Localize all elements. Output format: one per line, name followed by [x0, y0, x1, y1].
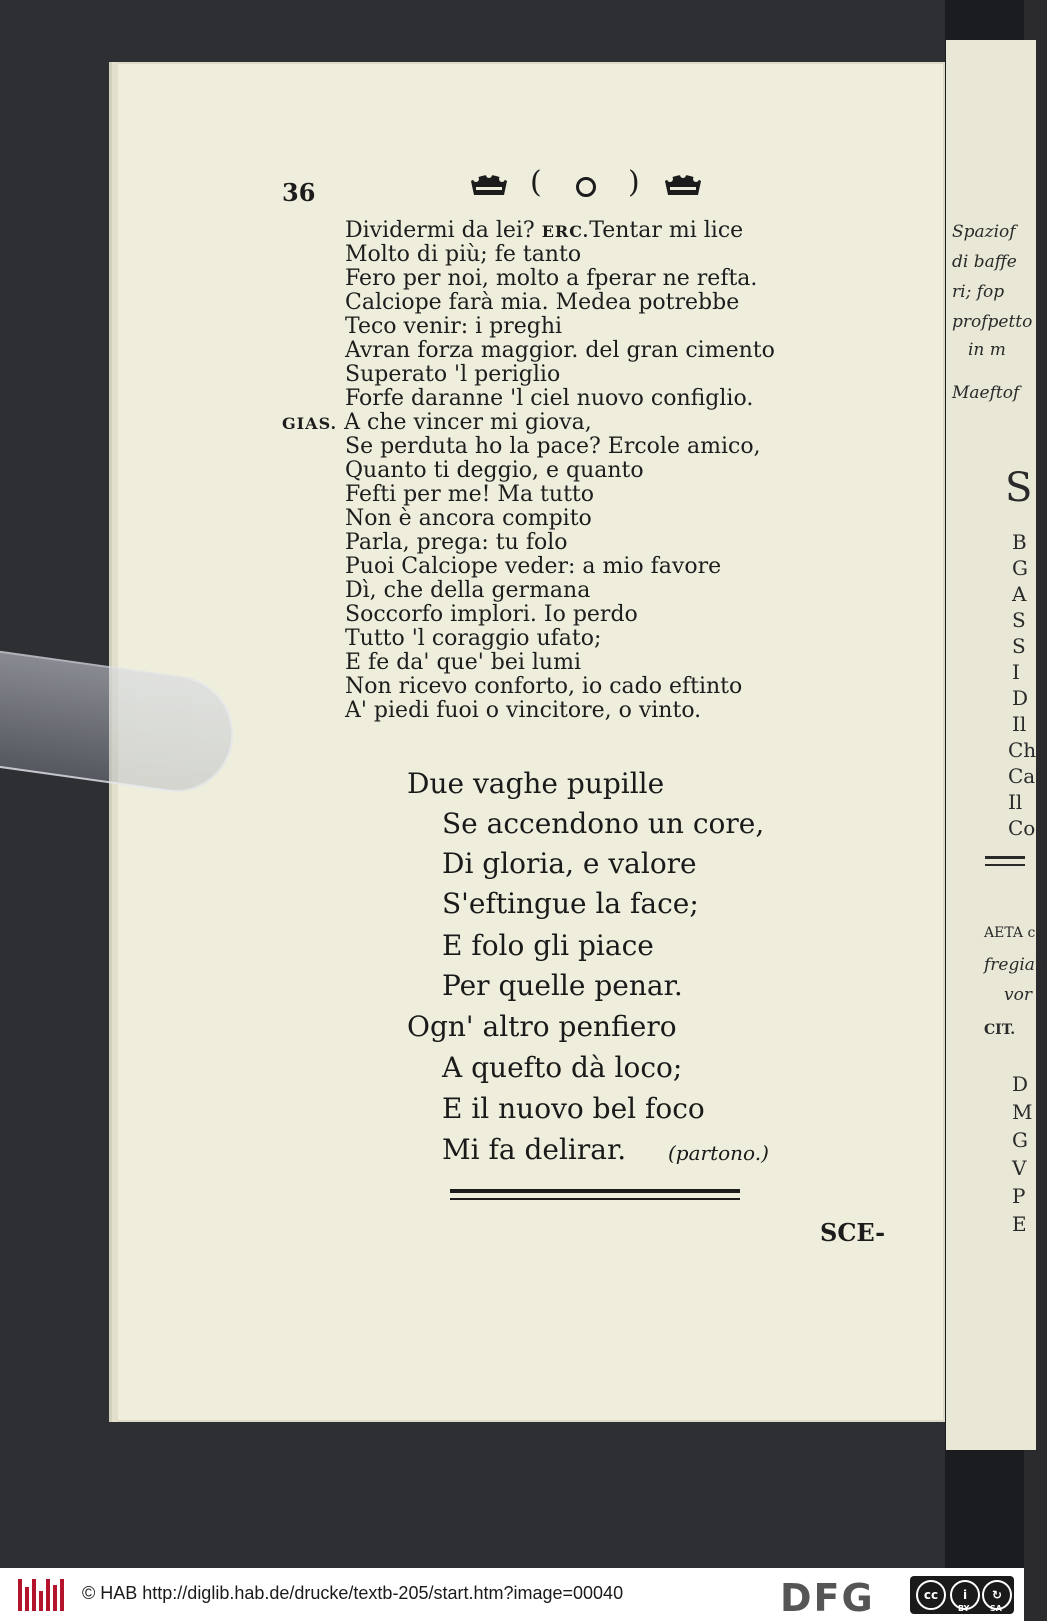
- right-page-fragment: Ch: [1008, 738, 1037, 762]
- right-page-fragment: AETA co: [984, 925, 1044, 941]
- right-page-fragment: A: [1012, 582, 1027, 606]
- verse-line: Avran forza maggior. del gran cimento: [345, 338, 775, 363]
- aria-line: E folo gli piace: [442, 929, 654, 962]
- hab-logo-icon: [18, 1579, 66, 1611]
- verse-line: Molto di più; fe tanto: [345, 242, 582, 267]
- verse-line: Teco venir: i preghi: [345, 314, 563, 339]
- aria-line: A quefto dà loco;: [442, 1051, 683, 1084]
- catchword: SCE-: [820, 1218, 886, 1247]
- right-page-fragment: P: [1012, 1184, 1026, 1208]
- verse-line: Calciope farà mia. Medea potrebbe: [345, 290, 740, 315]
- by-label: BY: [958, 1604, 970, 1613]
- right-page-fragment: D: [1012, 1072, 1029, 1096]
- header-right-paren: ): [628, 165, 640, 200]
- right-page-fragment: in m: [968, 340, 1006, 360]
- sa-icon: ↻: [982, 1580, 1012, 1610]
- verse-line: Forfe daranne 'l ciel nuovo configlio.: [345, 386, 754, 411]
- right-page-fragment: Ca: [1008, 764, 1036, 788]
- aria-line: E il nuovo bel foco: [442, 1092, 705, 1125]
- speaker-label: ERC.: [541, 222, 590, 241]
- crown-ornament-icon: [662, 169, 704, 199]
- verse-line: Puoi Calciope veder: a mio favore: [345, 554, 722, 579]
- right-page-rule: [985, 856, 1025, 859]
- right-page-fragment: Maeftof: [952, 383, 1020, 403]
- aria-line: Se accendono un core,: [442, 807, 765, 840]
- stage-direction: (partono.): [668, 1141, 769, 1165]
- aria-line: Per quelle penar.: [442, 969, 683, 1002]
- verse-line: Non ricevo conforto, io cado eftinto: [345, 674, 743, 699]
- right-page-fragment: fregiati: [984, 955, 1047, 975]
- verse-line: Fero per noi, molto a fperar ne refta.: [345, 266, 758, 291]
- verse-line: E fe da' que' bei lumi: [345, 650, 581, 675]
- aria-line: Ogn' altro penfiero: [407, 1010, 677, 1043]
- cc-license-badge[interactable]: [910, 1576, 1014, 1614]
- verse-line: Superato 'l periglio: [345, 362, 561, 387]
- right-page-fragment: CIT.: [984, 1022, 1016, 1038]
- right-page-fragment: Il: [1008, 790, 1023, 814]
- right-page-fragment: V: [1012, 1156, 1027, 1180]
- header-center-ornament: [576, 177, 596, 197]
- right-page-fragment: G: [1012, 1128, 1028, 1152]
- right-page-fragment: E: [1012, 1212, 1027, 1236]
- verse-line: Tutto 'l coraggio ufato;: [345, 626, 602, 651]
- by-icon: i: [950, 1580, 980, 1610]
- verse-line: Soccorfo implori. Io perdo: [345, 602, 638, 627]
- right-page-fragment: vor: [1004, 985, 1032, 1005]
- crown-ornament-icon: [468, 169, 510, 199]
- section-rule: [450, 1198, 740, 1200]
- right-page-fragment: S: [1005, 465, 1033, 511]
- aria-line: S'eftingue la face;: [442, 887, 699, 920]
- verse-line: Fefti per me! Ma tutto: [345, 482, 594, 507]
- right-page-fragment: ri; fop: [952, 282, 1005, 302]
- right-page-fragment: Il: [1012, 712, 1027, 736]
- right-page-fragment: profpetto: [952, 312, 1033, 332]
- right-page-fragment: D: [1012, 686, 1029, 710]
- right-page-fragment: M: [1012, 1100, 1033, 1124]
- aria-line: Mi fa delirar.: [442, 1133, 627, 1166]
- right-page-fragment: G: [1012, 556, 1028, 580]
- verse-line: Non è ancora compito: [345, 506, 592, 531]
- sa-label: SA: [990, 1604, 1002, 1613]
- cc-icon: cc: [916, 1580, 946, 1610]
- footer-bar: [0, 1568, 1024, 1621]
- page-header-ornament: [468, 165, 704, 205]
- verse-line: A' piedi fuoi o vincitore, o vinto.: [345, 698, 702, 723]
- right-page-fragment: di baffe: [952, 252, 1017, 272]
- verse-line: [345, 220, 743, 242]
- aria-line: Due vaghe pupille: [407, 767, 665, 800]
- verse-text: A che vincer mi giova,: [344, 410, 592, 435]
- verse-line: Parla, prega: tu folo: [345, 530, 568, 555]
- right-page-fragment: Spaziof: [952, 222, 1016, 242]
- verse-line: [282, 412, 592, 434]
- speaker-label: GIAS.: [282, 414, 338, 433]
- section-rule: [450, 1189, 740, 1193]
- verse-text: Dividermi da lei?: [345, 218, 542, 243]
- dfg-logo: DFG: [780, 1576, 875, 1620]
- right-page-fragment: S: [1012, 608, 1026, 632]
- right-page-fragment: B: [1012, 530, 1027, 554]
- verse-text: Tentar mi lice: [589, 218, 744, 243]
- right-page-fragment: Co: [1008, 816, 1036, 840]
- right-page-fragment: S: [1012, 634, 1026, 658]
- right-page-fragment: I: [1012, 660, 1020, 684]
- page-number: 36: [282, 178, 316, 207]
- verse-line: Dì, che della germana: [345, 578, 591, 603]
- verse-line: Quanto ti deggio, e quanto: [345, 458, 644, 483]
- header-left-paren: (: [530, 165, 542, 200]
- copyright-link[interactable]: © HAB http://diglib.hab.de/drucke/textb-205/start.htm?image=00040: [82, 1583, 624, 1603]
- right-page-rule: [985, 864, 1025, 866]
- verse-line: Se perduta ho la pace? Ercole amico,: [345, 434, 761, 459]
- aria-line: Di gloria, e valore: [442, 847, 697, 880]
